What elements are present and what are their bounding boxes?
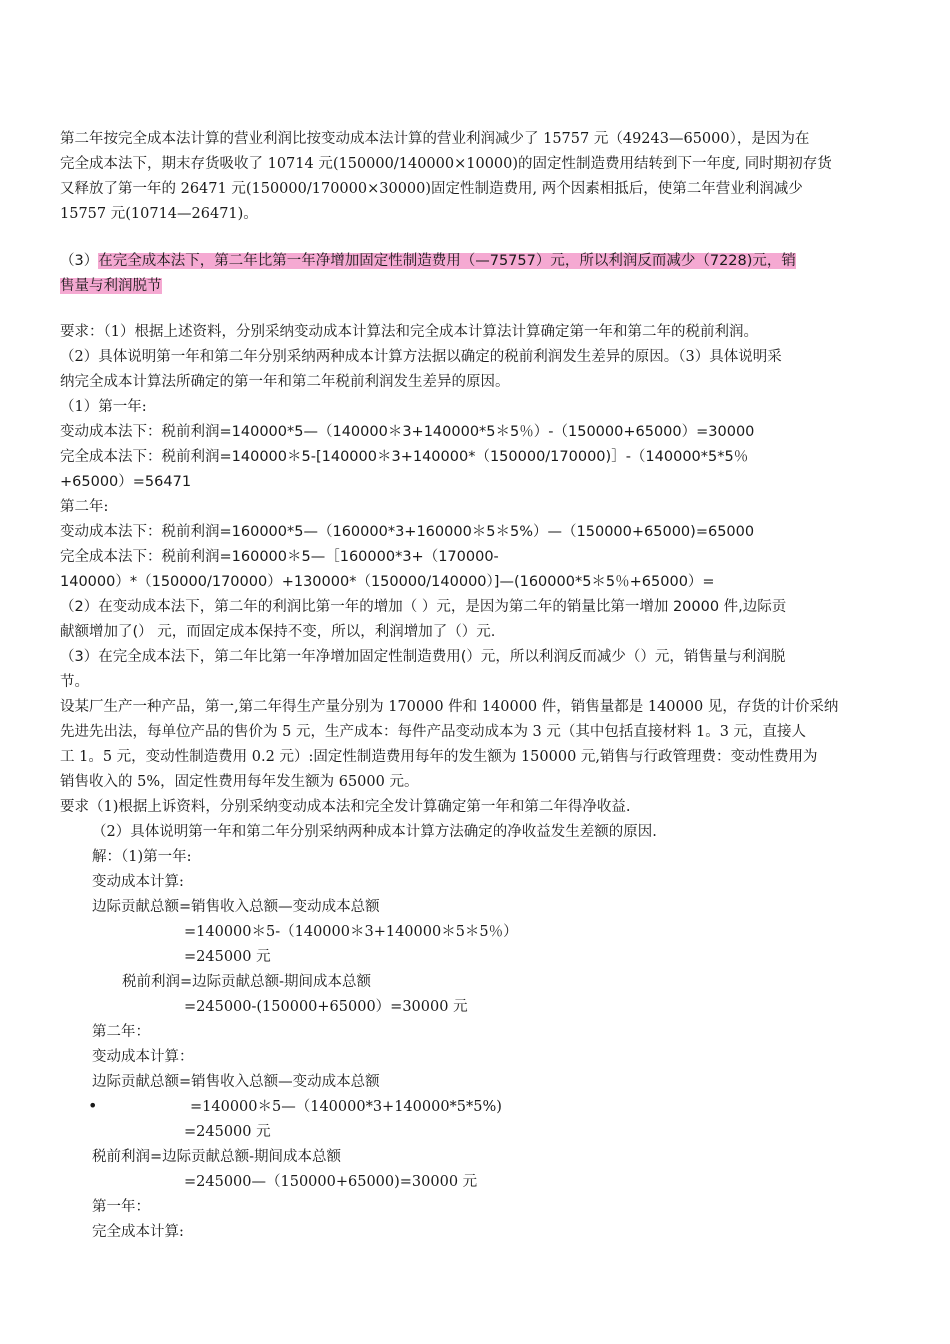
section-heading: （1）第一年: xyxy=(60,399,147,415)
paragraph-line: 完全成本法下，期末存货吸收了 10714 元(150000/140000×10000)的固定性制造费用结转到下一年度, 同时期初存货 xyxy=(60,156,832,172)
requirement-line: 纳完全成本计算法所确定的第一年和第二年税前利润发生差异的原因。 xyxy=(60,374,510,390)
solution-line: =245000 元 xyxy=(184,1124,271,1140)
solution-line: 税前利润=边际贡献总额-期间成本总额 xyxy=(122,974,372,990)
problem-line: 要求（1)根据上诉资料，分别采纳变动成本法和完全发计算确定第一年和第二年得净收益. xyxy=(60,799,631,815)
paragraph-line: 15757 元(10714—26471)。 xyxy=(60,206,258,222)
solution-heading: 第二年： xyxy=(92,1024,150,1040)
highlight-paragraph-line xyxy=(60,274,162,298)
solution-line: 边际贡献总额=销售收入总额—变动成本总额 xyxy=(92,1074,380,1090)
solution-heading: 解：（1)第一年: xyxy=(92,849,192,865)
explanation-line: 节。 xyxy=(60,674,89,690)
formula-line: +65000）=56471 xyxy=(60,474,192,490)
requirement-line: 要求：（1）根据上述资料，分别采纳变动成本计算法和完全成本计算法计算确定第一年和第二年的税前利润。 xyxy=(60,324,758,340)
explanation-line: （2）在变动成本法下，第二年的利润比第一年的增加（ ）元，是因为第二年的销量比第一增加 20000 件,边际贡 xyxy=(60,599,787,615)
formula-line: 完全成本法下：税前利润=160000＊5—［160000*3+（170000- xyxy=(60,549,499,565)
problem-line: 销售收入的 5%，固定性费用每年发生额为 65000 元。 xyxy=(60,774,419,790)
bullet-marker: • xyxy=(88,1096,98,1115)
requirement-line: （2）具体说明第一年和第二年分别采纳两种成本计算方法据以确定的税前利润发生差异的原因。（3）具体说明采 xyxy=(60,349,782,365)
problem-line: 先进先出法，每单位产品的售价为 5 元，生产成本：每件产品变动成本为 3 元（其中包括直接材料 1。3 元，直接人 xyxy=(60,724,807,740)
solution-line: 完全成本计算: xyxy=(92,1224,184,1240)
formula-line: 变动成本法下：税前利润=140000*5—（140000＊3+140000*5＊5％）-（150000+65000）=30000 xyxy=(60,424,755,440)
formula-line: 140000）*（150000/170000）+130000*（150000/140000）]—(160000*5＊5％+65000）= xyxy=(60,574,715,590)
solution-line: 边际贡献总额=销售收入总额—变动成本总额 xyxy=(92,899,380,915)
solution-line: 变动成本计算: xyxy=(92,874,184,890)
solution-line: 变动成本计算： xyxy=(92,1049,194,1065)
solution-heading: 第一年： xyxy=(92,1199,150,1215)
solution-line: =140000＊5-（140000＊3+140000＊5＊5％） xyxy=(184,924,518,940)
solution-line: 税前利润=边际贡献总额-期间成本总额 xyxy=(92,1149,342,1165)
problem-line: 工 1。5 元，变动性制造费用 0.2 元）:固定性制造费用每年的发生额为 150000 元,销售与行政管理费：变动性费用为 xyxy=(60,749,818,765)
solution-line: =140000＊5—（140000*3+140000*5*5%) xyxy=(190,1099,502,1115)
highlight-paragraph-line xyxy=(60,249,796,273)
solution-line: =245000—（150000+65000)=30000 元 xyxy=(184,1174,478,1190)
problem-line: （2）具体说明第一年和第二年分别采纳两种成本计算方法确定的净收益发生差额的原因. xyxy=(92,824,657,840)
item-number: （3） xyxy=(60,253,99,269)
highlighted-text: 售量与利润脱节 xyxy=(60,278,162,294)
paragraph-line: 又释放了第一年的 26471 元(150000/170000×30000)固定性制造费用, 两个因素相抵后，使第二年营业利润减少 xyxy=(60,181,803,197)
problem-line: 设某厂生产一种产品，第一,第二年得生产量分别为 170000 件和 140000 件，销售量都是 140000 见，存货的计价采纳 xyxy=(60,699,839,715)
explanation-line: 献额增加了(） 元，而固定成本保持不变，所以，利润增加了（）元. xyxy=(60,624,496,640)
paragraph-line: 第二年按完全成本法计算的营业利润比按变动成本法计算的营业利润减少了 15757 元（49243—65000），是因为在 xyxy=(60,131,810,147)
section-heading: 第二年: xyxy=(60,499,109,515)
solution-line: =245000 元 xyxy=(184,949,271,965)
formula-line: 变动成本法下：税前利润=160000*5—（160000*3+160000＊5＊5%）—（150000+65000)=65000 xyxy=(60,524,755,540)
highlighted-text: 在完全成本法下，第二年比第一年净增加固定性制造费用（—75757）元，所以利润反而减少（7228)元，销 xyxy=(98,253,796,269)
solution-line: =245000-(150000+65000）=30000 元 xyxy=(184,999,468,1015)
explanation-line: （3）在完全成本法下，第二年比第一年净增加固定性制造费用(）元，所以利润反而减少（）元，销售量与利润脱 xyxy=(60,649,786,665)
formula-line: 完全成本法下：税前利润=140000＊5-[140000＊3+140000*（150000/170000)］-（140000*5*5％ xyxy=(60,449,749,465)
